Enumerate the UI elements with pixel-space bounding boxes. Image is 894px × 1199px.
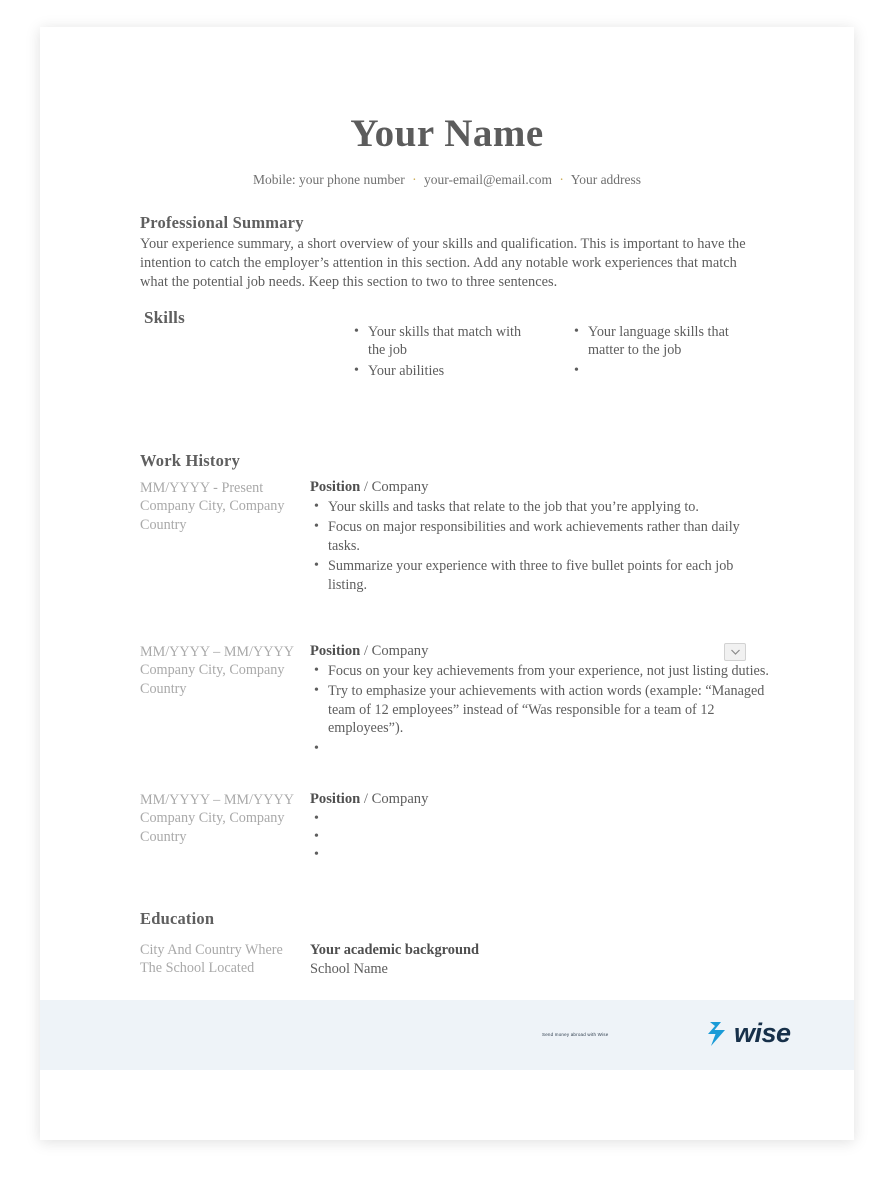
work-entry-3-main bbox=[310, 791, 772, 864]
section-title-education: Education bbox=[140, 909, 215, 928]
list-item: • Your skills and tasks that relate to the job that you’re applying to. bbox=[326, 498, 772, 516]
contact-line bbox=[40, 172, 854, 188]
work-entry-3-position: Position bbox=[310, 791, 361, 807]
work-entry-1-dates bbox=[140, 479, 310, 596]
contact-separator-1: · bbox=[412, 172, 417, 187]
work-entry-1-heading bbox=[310, 479, 772, 496]
work-entry-3-bullets bbox=[310, 810, 772, 862]
list-item: • Summarize your experience with three to five bullet points for each job listing. bbox=[326, 557, 772, 594]
work-entry-2-main bbox=[310, 643, 772, 758]
work-entry-3-location: Company City, Company Country bbox=[140, 810, 285, 845]
education-location: City And Country Where The School Located bbox=[140, 942, 283, 977]
wise-mark-icon bbox=[708, 1021, 730, 1047]
work-entry-3-date-range: MM/YYYY – MM/YYYY bbox=[140, 792, 294, 808]
work-entry-2-slash: / bbox=[360, 643, 372, 659]
education-school: School Name bbox=[310, 961, 388, 978]
work-entry-2-date-range: MM/YYYY – MM/YYYY bbox=[140, 644, 294, 660]
work-entry-3-slash: / bbox=[360, 791, 372, 807]
list-item: • Focus on your key achievements from your experience, not just listing duties. bbox=[326, 662, 772, 680]
list-item bbox=[326, 740, 772, 756]
section-title-skills: Skills bbox=[144, 308, 185, 327]
work-entry-2-bullets bbox=[310, 662, 772, 756]
contact-phone: Mobile: your phone number bbox=[252, 172, 405, 187]
list-item bbox=[326, 846, 772, 862]
list-item: • Your abilities bbox=[366, 362, 538, 380]
section-title-work-history: Work History bbox=[140, 451, 241, 470]
work-entry-3-heading bbox=[310, 791, 772, 808]
work-entry-1-position: Position bbox=[310, 479, 361, 495]
work-entry-3-dates bbox=[140, 791, 310, 864]
skills-columns bbox=[350, 323, 770, 382]
document-footer bbox=[40, 1000, 854, 1070]
work-entry-2-position: Position bbox=[310, 643, 361, 659]
list-item: • Focus on major responsibilities and work achievements rather than daily tasks. bbox=[326, 518, 772, 555]
work-entry-1-main bbox=[310, 479, 772, 596]
education-entry bbox=[140, 941, 772, 980]
work-entry-2-location: Company City, Company Country bbox=[140, 662, 285, 697]
wise-wordmark: wise bbox=[734, 1018, 791, 1048]
work-entry-2 bbox=[140, 643, 772, 758]
skills-column-right bbox=[570, 323, 758, 382]
list-item: • Try to emphasize your achievements with action words (example: “Managed team of 12 employees” instead of “Was responsible for a team of 12 employees”). bbox=[326, 682, 772, 737]
education-degree: Your academic background bbox=[310, 942, 479, 958]
work-entry-3 bbox=[140, 791, 772, 864]
work-entry-1-bullets bbox=[310, 498, 772, 594]
list-item: • Your skills that match with the job bbox=[366, 323, 538, 360]
list-item bbox=[326, 828, 772, 844]
work-entry-1-date-range: MM/YYYY - Present bbox=[140, 480, 264, 496]
resume-body bbox=[40, 27, 854, 1070]
education-main bbox=[310, 941, 772, 980]
work-entry-1-company: Company bbox=[371, 479, 429, 495]
work-entry-2-heading bbox=[310, 643, 772, 660]
list-item bbox=[326, 810, 772, 826]
skills-list-right bbox=[570, 323, 758, 378]
contact-separator-2: · bbox=[559, 172, 564, 187]
page-title: Your Name bbox=[350, 112, 544, 155]
work-entry-1-location: Company City, Company Country bbox=[140, 498, 285, 533]
work-entry-2-dates bbox=[140, 643, 310, 758]
resume-document bbox=[40, 27, 854, 1140]
contact-email: your-email@email.com bbox=[424, 172, 553, 187]
list-item: • Your language skills that matter to the job bbox=[586, 323, 758, 360]
work-entry-3-company: Company bbox=[371, 791, 429, 807]
skills-list-left bbox=[350, 323, 538, 380]
wise-logo bbox=[708, 1018, 791, 1049]
list-item bbox=[586, 362, 758, 378]
work-entry-1-slash: / bbox=[360, 479, 372, 495]
skills-column-left bbox=[350, 323, 538, 382]
summary-text: Your experience summary, a short overview of your skills and qualification. This is important to have the intention to catch the employer’s attention in this section. Add any notable work experiences that match what the potential job needs. Keep this section to two to three sentences. bbox=[140, 236, 746, 291]
work-entry-2-company: Company bbox=[371, 643, 429, 659]
contact-address: Your address bbox=[570, 172, 642, 187]
footer-tagline: Send money abroad with Wise bbox=[542, 1032, 609, 1037]
work-entry-1 bbox=[140, 479, 772, 596]
chevron-down-icon[interactable] bbox=[724, 643, 746, 661]
section-title-summary: Professional Summary bbox=[140, 213, 304, 232]
